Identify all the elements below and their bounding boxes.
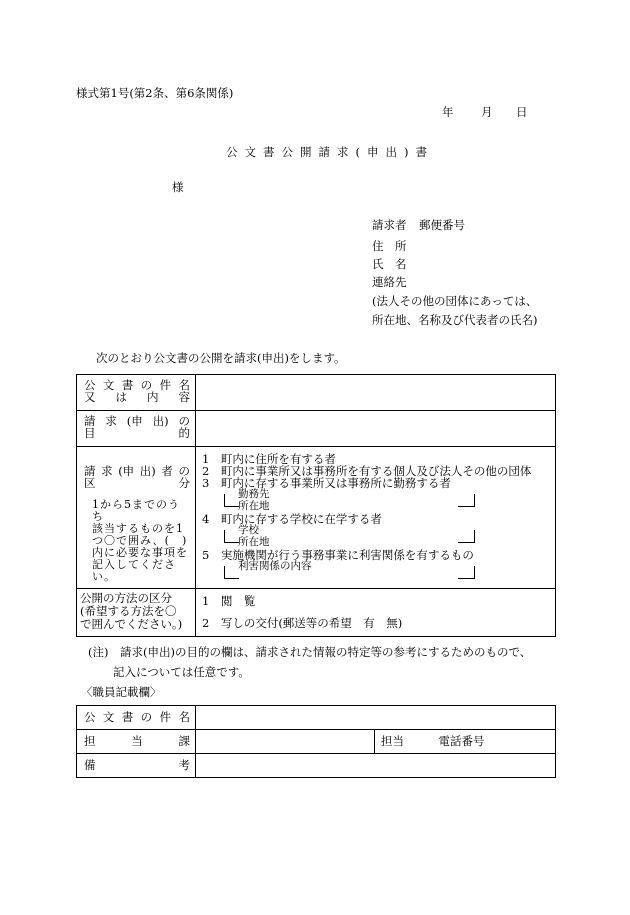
category-5-bracket-right	[458, 566, 475, 579]
category-4-school: 学校	[238, 524, 259, 536]
category-5[interactable]: 5 実施機関が行う事務事業に利害関係を有するもの	[202, 548, 474, 562]
addressee-suffix: 様	[172, 180, 184, 194]
document-name-label: 公 文 書 の 件 名	[84, 378, 190, 392]
category-3-bracket-right	[458, 494, 475, 507]
staff-doc-name-label: 公 文 書 の 件 名	[84, 710, 190, 724]
intro-text: 次のとおり公文書の公開を請求(申出)をします。	[96, 351, 346, 365]
staff-doc-name-input[interactable]	[196, 706, 556, 730]
method-copy-delivery[interactable]: 2 写しの交付(郵送等の希望 有 無)	[202, 616, 403, 630]
category-3-location: 所在地	[238, 500, 270, 512]
staff-remarks-label-cell	[77, 754, 196, 778]
staff-dept-input[interactable]	[196, 730, 375, 754]
document-name-input[interactable]	[196, 375, 556, 411]
name-label: 氏 名	[372, 257, 407, 271]
purpose-label-cell	[77, 411, 196, 447]
date-year: 年	[442, 105, 454, 119]
contact-label: 連絡先	[372, 275, 407, 289]
category-4-bracket-left	[224, 530, 239, 543]
category-instructions: 1から5までのうち 該当するものを1 つ〇で囲み、( ) 内に必要な事項を 記入してくださ い。	[92, 498, 188, 583]
staff-table	[76, 705, 556, 778]
staff-dept-label: 担 当 課	[84, 734, 190, 748]
request-table	[76, 374, 556, 637]
method-label-line3: で囲んでください。)	[80, 617, 183, 631]
date-day: 日	[516, 105, 528, 119]
corporation-note-1: (法人その他の団体にあっては、	[372, 294, 538, 308]
form-number: 様式第1号(第2条、第6条関係)	[76, 86, 234, 100]
category-3-workplace: 勤務先	[238, 488, 270, 500]
requester-label: 請求者	[372, 218, 407, 232]
method-inspection[interactable]: 1 閲 覧	[202, 594, 256, 608]
note-line-1: (注) 請求(申出)の目的の欄は、請求された情報の特定等の参考にするためのもので、	[88, 645, 532, 659]
purpose-label-line2: 目 的	[84, 426, 190, 440]
category-1[interactable]: 1 町内に住所を有する者	[202, 452, 336, 466]
category-2[interactable]: 2 町内に事業所又は事務所を有する個人及び法人その他の団体	[202, 464, 532, 478]
note-line-2: 記入については任意です。	[113, 665, 250, 679]
corporation-note-2: 所在地、名称及び代表者の氏名)	[372, 313, 538, 327]
requester-category-options[interactable]	[196, 447, 556, 589]
purpose-label-line1: 請 求 (申 出) の	[84, 414, 190, 428]
category-4-location: 所在地	[238, 536, 270, 548]
staff-doc-name-label-cell	[77, 706, 196, 730]
category-label-line1: 請 求 (申 出) 者 の	[84, 464, 190, 478]
requester-category-label-cell	[77, 447, 196, 589]
category-3[interactable]: 3 町内に存する事業所又は事務所に勤務する者	[202, 476, 451, 490]
document-content-label: 又 は 内 容	[84, 390, 190, 404]
category-4-bracket-right	[458, 530, 475, 543]
method-label-line2: (希望する方法を〇	[80, 604, 177, 618]
postal-code-label: 郵便番号	[419, 218, 465, 232]
disclosure-method-label-cell	[77, 589, 196, 637]
category-5-interest: 利害関係の内容	[238, 560, 312, 572]
staff-section-heading: 〈職員記載欄〉	[81, 685, 162, 699]
purpose-input[interactable]	[196, 411, 556, 447]
address-label: 住 所	[372, 239, 407, 253]
staff-remarks-input[interactable]	[196, 754, 556, 778]
category-label-line2: 区 分	[84, 476, 190, 490]
document-name-label-cell	[77, 375, 196, 411]
method-label-line1: 公開の方法の区分	[80, 591, 172, 605]
staff-contact-cell[interactable]	[375, 730, 556, 754]
date-month: 月	[481, 105, 493, 119]
category-4[interactable]: 4 町内に存する学校に在学する者	[202, 512, 382, 526]
staff-dept-label-cell	[77, 730, 196, 754]
category-5-bracket-left	[224, 566, 239, 579]
staff-remarks-label: 備 考	[84, 758, 190, 772]
staff-contact-label: 担当 電話番号	[381, 734, 485, 748]
document-title: 公文書公開請求(申出)書	[226, 145, 434, 159]
disclosure-method-options[interactable]	[196, 589, 556, 637]
category-3-bracket-left	[224, 494, 239, 507]
